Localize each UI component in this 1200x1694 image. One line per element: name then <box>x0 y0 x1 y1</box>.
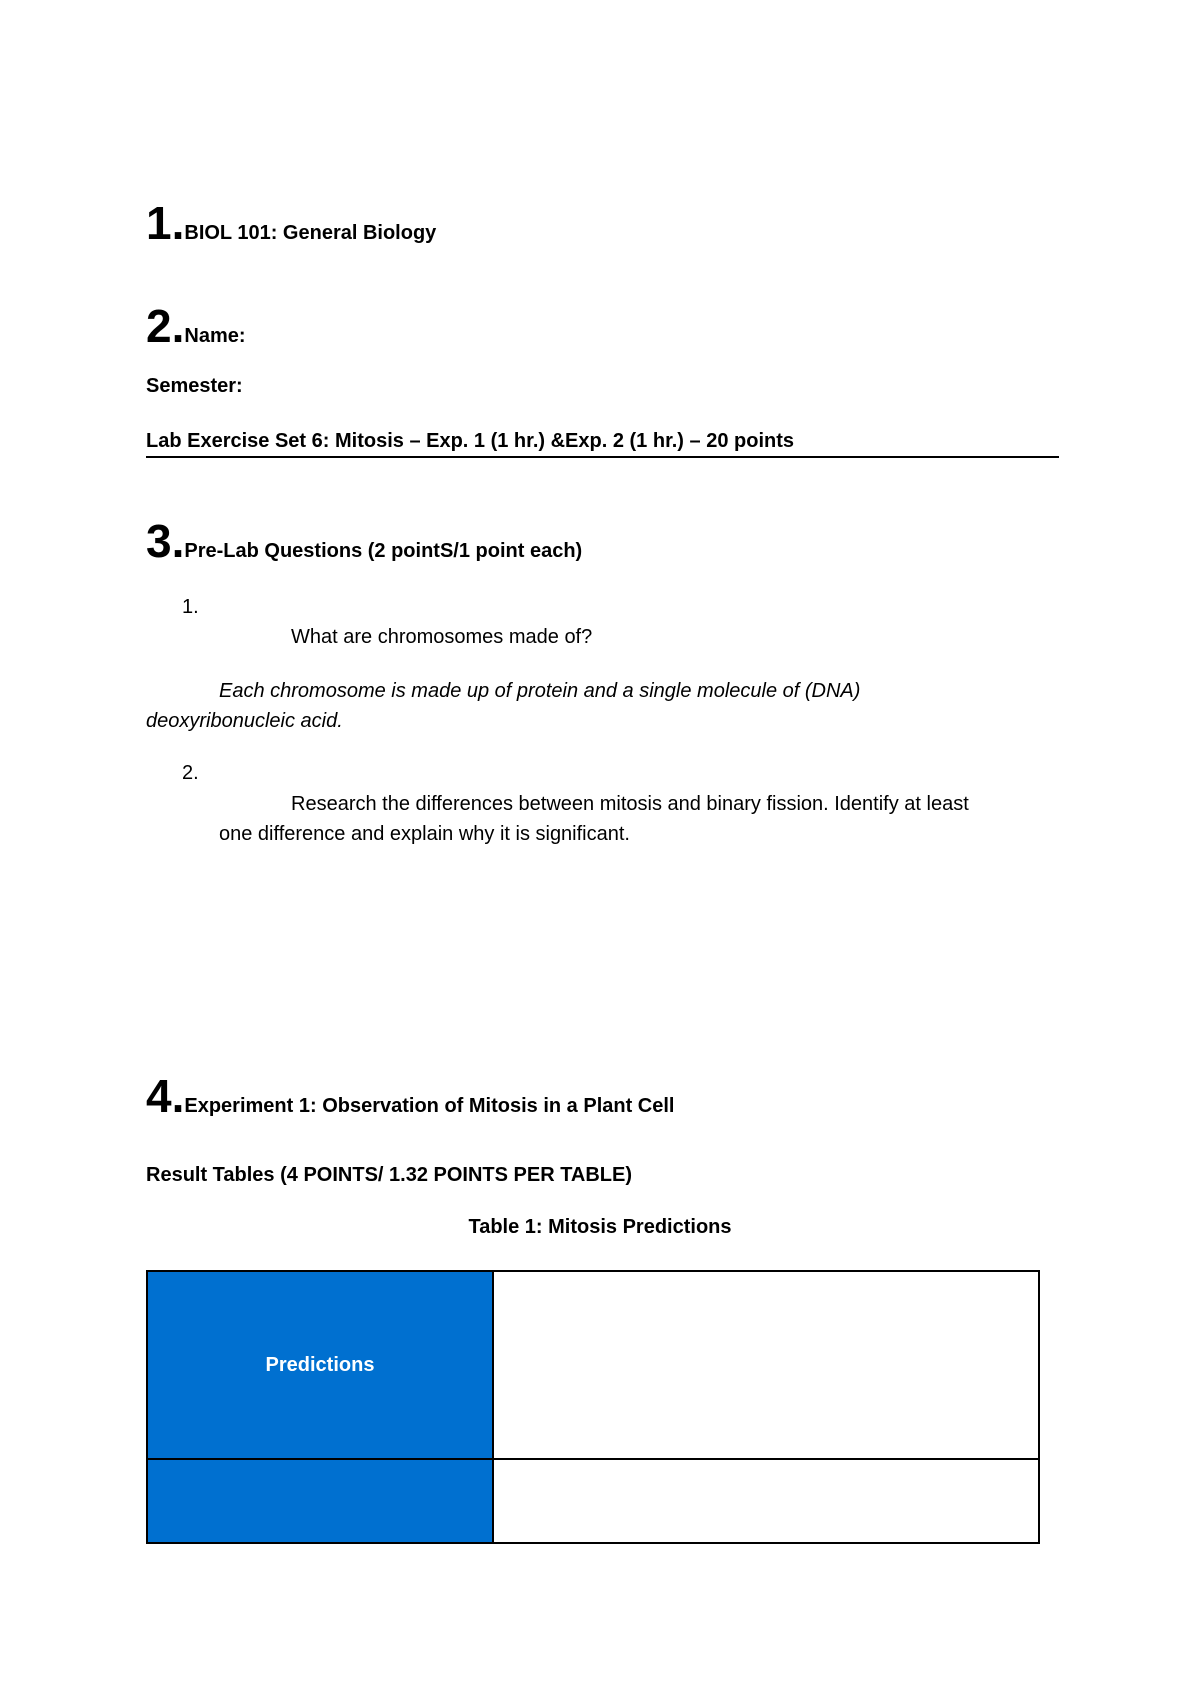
prelab-heading: Pre-Lab Questions (2 pointS/1 point each) <box>184 540 583 562</box>
lab-title: Lab Exercise Set 6: Mitosis – Exp. 1 (1 hr.) &Exp. 2 (1 hr.) – 20 points <box>146 430 794 452</box>
section-number: 3. <box>146 515 185 567</box>
table-row <box>147 1459 1039 1543</box>
table-header-cell <box>147 1459 493 1543</box>
course-title: BIOL 101: General Biology <box>184 222 437 244</box>
section-number: 4. <box>146 1070 185 1122</box>
title-divider <box>146 456 1059 458</box>
name-row <box>146 300 246 352</box>
experiment-heading-row <box>146 1070 675 1122</box>
experiment-heading: Experiment 1: Observation of Mitosis in a Plant Cell <box>184 1095 675 1117</box>
answer-text-continued: deoxyribonucleic acid. <box>146 710 343 732</box>
question-text-continued: one difference and explain why it is significant. <box>219 823 630 845</box>
semester-label: Semester: <box>146 375 243 397</box>
section-number: 1. <box>146 197 185 249</box>
table-row <box>147 1271 1039 1459</box>
question-number: 1. <box>182 596 199 618</box>
table-value-cell[interactable] <box>493 1271 1039 1459</box>
table-value-cell[interactable] <box>493 1459 1039 1543</box>
result-tables-heading: Result Tables (4 POINTS/ 1.32 POINTS PER TABLE) <box>146 1164 633 1186</box>
table-header-cell: Predictions <box>147 1271 493 1459</box>
course-title-row <box>146 197 437 249</box>
section-number: 2. <box>146 300 185 352</box>
answer-text: Each chromosome is made up of protein and a single molecule of (DNA) <box>219 680 861 702</box>
question-text: What are chromosomes made of? <box>291 626 593 648</box>
question-number: 2. <box>182 762 199 784</box>
mitosis-predictions-table <box>146 1270 1040 1544</box>
question-text: Research the differences between mitosis and binary fission. Identify at least <box>291 793 969 815</box>
prelab-heading-row <box>146 515 583 567</box>
table-caption: Table 1: Mitosis Predictions <box>468 1216 732 1238</box>
name-label: Name: <box>184 325 246 347</box>
